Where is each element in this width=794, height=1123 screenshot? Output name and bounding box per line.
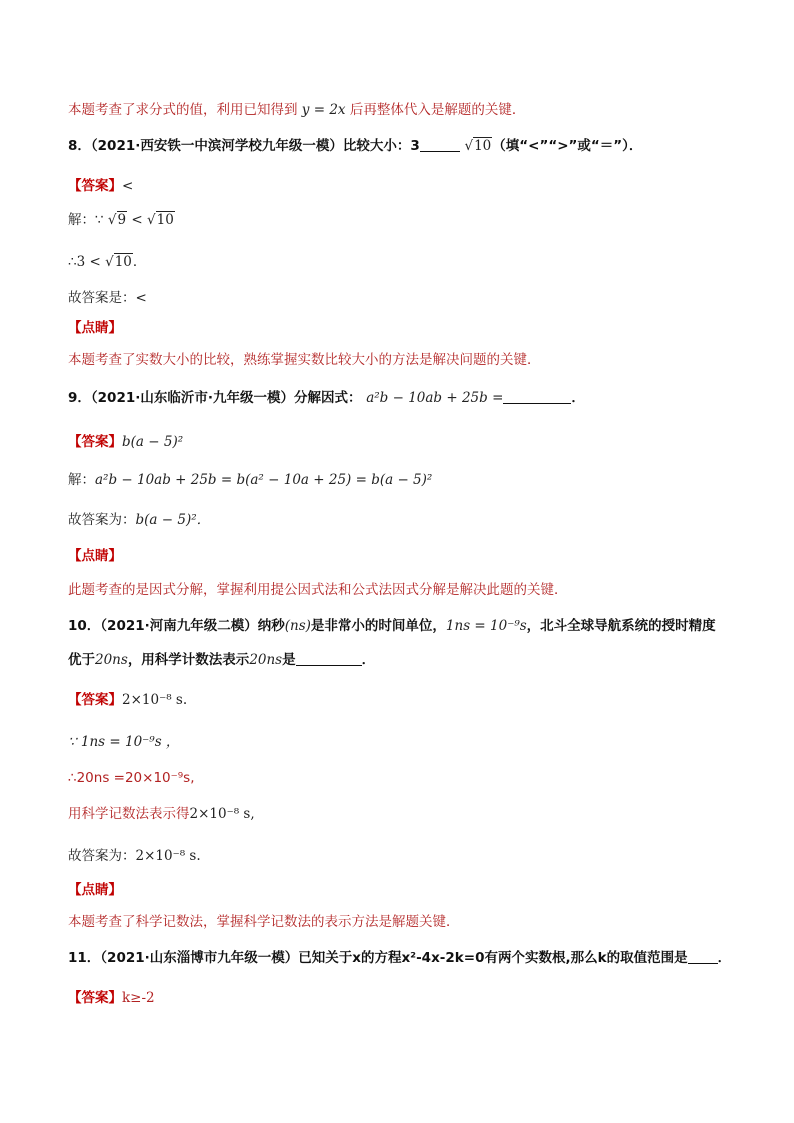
answer-value: k≥-2 [122, 990, 155, 1006]
question-stem: 比较大小：3 [342, 138, 420, 154]
answer-value: 2×10⁻⁸ s. [122, 692, 188, 708]
comment-text: 本题考查了科学记数法，掌握科学记数法的表示方法是解题关键． [68, 914, 460, 930]
comment-text: 本题考查了实数大小的比较，熟练掌握实数比较大小的方法是解决问题的关键． [68, 352, 541, 368]
intro-math: y = 2x [301, 102, 346, 118]
answer-blank [688, 949, 718, 964]
intro-text: 本题考查了求分式的值，利用已知得到 [68, 102, 298, 118]
question-source: （2021·西安铁一中滨河学校九年级一模） [90, 138, 343, 154]
solution-step: ∴20ns =20×10⁻⁹s, [68, 770, 195, 786]
question-10: 10．（2021·河南九年级二模）纳秒(ns)是非常小的时间单位，1ns = 10⁻⁹s，北斗全球导航系统的授时精度 [68, 618, 716, 634]
answer-line [68, 176, 133, 196]
intro-line [68, 100, 525, 120]
comment-tag-line: 【点睛】 [68, 882, 122, 898]
question-expression: a²b − 10ab + 25b = [366, 390, 504, 406]
comment-tag-line [68, 318, 122, 338]
solution-step: 解：a²b − 10ab + 25b = b(a² − 10a + 25) = b(a − 5)² [68, 472, 433, 488]
solution-step: ∴3 < √10． [68, 254, 147, 270]
answer-line: 【答案】b(a − 5)² [68, 434, 184, 450]
answer-line: 【答案】k≥-2 [68, 990, 155, 1006]
answer-value: b(a − 5)² [122, 434, 184, 450]
question-number: 8． [68, 138, 91, 154]
question-tail: （填“<”“>”或“＝”）． [492, 138, 643, 154]
answer-line: 【答案】2×10⁻⁸ s. [68, 692, 188, 708]
solution-step: 解：∵ √9 < √10 [68, 212, 174, 228]
answer-blank [420, 137, 460, 152]
comment-tag: 【点睛】 [68, 320, 122, 336]
answer-tag: 【答案】 [68, 178, 122, 194]
final-answer: 故答案是：< [68, 290, 147, 306]
solution-step: ∵ 1ns = 10⁻⁹s ， [68, 734, 180, 750]
question-8 [68, 136, 642, 156]
question-9: 9．（2021·山东临沂市·九年级一模）分解因式： a²b − 10ab + 25b = ． [68, 390, 585, 406]
intro-text-end: 后再整体代入是解题的关键． [349, 102, 526, 118]
answer-blank [503, 389, 571, 404]
question-10-line2: 优于20ns，用科学计数法表示20ns是 ． [68, 652, 376, 668]
question-11: 11．（2021·山东淄博市九年级一模）已知关于x的方程x²-4x-2k=0有两个实数根,那么k的取值范围是 ． [68, 950, 732, 966]
comment-text: 此题考查的是因式分解，掌握利用提公因式法和公式法因式分解是解决此题的关键． [68, 582, 568, 598]
final-answer: 故答案为：2×10⁻⁸ s. [68, 848, 201, 864]
solution-step: 用科学记数法表示得2×10⁻⁸ s, [68, 806, 255, 822]
comment-tag-line: 【点睛】 [68, 548, 122, 564]
answer-value: < [122, 178, 134, 194]
final-answer: 故答案为：b(a − 5)²． [68, 512, 211, 528]
answer-blank [296, 651, 362, 666]
sqrt-expression: √10 [464, 138, 492, 154]
